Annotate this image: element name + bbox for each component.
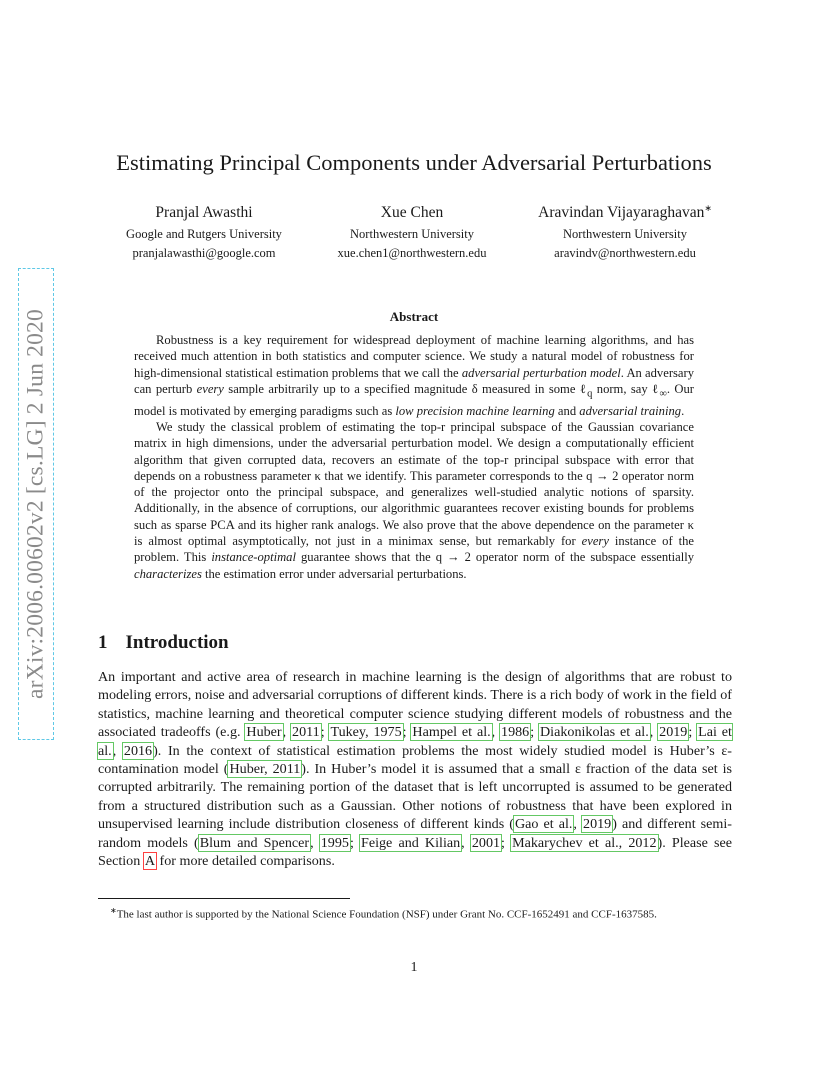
author-email: pranjalawasthi@google.com — [132, 246, 276, 261]
author-block — [104, 198, 304, 263]
author-name: Aravindan Vijayaraghavan∗ — [538, 203, 712, 222]
abstract-paragraph: We study the classical problem of estimating the top-r principal subspace of the Gaussian covariance matrix in high dimensions, under the adversarial perturbation model. We design a computationally efficient algorithm that given corrupted data, recovers an estimate of the top-r principal subspace with error that depends on a robustness parameter κ that we identify. This parameter corresponds to the q → 2 operator norm of the projector onto the principal subspace, and generalizes well-studied analytic notions of sparsity. Additionally, in the absence of corruptions, our algorithmic guarantees recover existing bounds for problems such as sparse PCA and its higher rank analogs. We also prove that the above dependence on the parameter κ is almost optimal asymptotically, not just in a minimax sense, but remarkably for every instance of the problem. This instance-optimal guarantee shows that the q → 2 operator norm of the subspace essentially characterizes the estimation error under adversarial perturbations. — [134, 420, 695, 581]
citation-link[interactable]: Hampel et al. — [412, 724, 491, 741]
page-number: 1 — [410, 960, 418, 975]
section-ref-link[interactable]: A — [144, 853, 155, 870]
intro-paragraph: An important and active area of research in machine learning is the design of algorithms that are robust to modeling errors, noise and adversarial corruptions of different kinds. There is a rich body of work in the field of statistics, machine learning and theoretical computer science studying different models of robustness and the associated tradeoffs (e.g. Huber, 2011; Tukey, 1975; Hampel et al., 1986; Diakonikolas et al., 2019; Lai et al., 2016). In the context of statistical estimation problems the most widely studied model is Huber’s ε-contamination model (Huber, 2011). In Huber’s model it is assumed that a small ε fraction of the data set is corrupted arbitrarily. The remaining portion of the dataset that is left uncorrupted is assumed to be generated from a structured distribution such as a Gaussian. Other notions of robustness that have been explored in unsupervised learning include distribution closeness of different kinds (Gao et al., 2019) and different semi-random models (Blum and Spencer, 1995; Feige and Kilian, 2001; Makarychev et al., 2012). Please see Section A for more detailed comparisons. — [98, 669, 733, 870]
author-block — [312, 198, 512, 263]
author-email: aravindv@northwestern.edu — [554, 246, 696, 261]
section-heading — [98, 632, 229, 654]
author-name: Pranjal Awasthi — [155, 204, 253, 222]
citation-link[interactable]: 2019 — [659, 724, 688, 741]
citation-link[interactable]: 2001 — [471, 834, 501, 851]
author-block — [514, 198, 736, 263]
citation-link[interactable]: Tukey, 1975 — [330, 724, 402, 741]
abstract-paragraph: Robustness is a key requirement for widespread deployment of machine learning algorithms, and has received much attention in both statistics and computer science. We study a natural model of robustness for high-dimensional statistical estimation problems that we call the adversarial perturbation model. An adversary can perturb every sample arbitrarily up to a specified magnitude δ measured in some ℓ$_q$ norm, say ℓ$_\infty$. Our model is motivated by emerging paradigms such as low precision machine learning and adversarial training. — [134, 333, 695, 418]
section-number: 1 — [98, 632, 108, 653]
citation-link[interactable]: Gao et al. — [514, 816, 573, 833]
citation-link[interactable]: 1986 — [501, 724, 530, 741]
citation-link[interactable]: Makarychev et al., 2012 — [512, 834, 657, 851]
citation-link[interactable]: Blum and Spencer — [199, 834, 310, 851]
section-title: Introduction — [125, 632, 229, 653]
citation-link[interactable]: Huber, 2011 — [229, 761, 301, 778]
footnote-marker: ∗ — [110, 906, 117, 915]
author-affiliation: Northwestern University — [350, 227, 474, 242]
author-email: xue.chen1@northwestern.edu — [337, 246, 487, 261]
abstract-heading: Abstract — [389, 309, 439, 324]
footnote-marker: ∗ — [704, 203, 712, 213]
author-affiliation: Google and Rutgers University — [126, 227, 282, 242]
citation-link[interactable]: 2016 — [123, 742, 153, 759]
citation-link[interactable]: Huber — [246, 724, 282, 741]
citation-link[interactable]: Diakonikolas et al. — [540, 724, 649, 741]
author-name: Xue Chen — [380, 204, 444, 222]
paper-title: Estimating Principal Components under Adversarial Perturbations — [116, 150, 712, 175]
footnote-text: The last author is supported by the National Science Foundation (NSF) under Grant No. CCF-1652491 and CCF-1637585. — [116, 908, 657, 921]
footnote — [98, 903, 732, 923]
citation-link[interactable]: Feige and Kilian — [361, 834, 461, 851]
arxiv-stamp-link[interactable] — [18, 268, 54, 740]
citation-link[interactable]: 2011 — [292, 724, 320, 741]
citation-link[interactable]: 1995 — [320, 834, 349, 851]
citation-link[interactable]: Lai et al. — [98, 724, 732, 759]
citation-link[interactable]: 2019 — [583, 816, 612, 833]
footnote-rule — [98, 898, 350, 899]
abstract-body — [134, 332, 694, 582]
author-affiliation: Northwestern University — [563, 227, 687, 242]
arxiv-id: arXiv:2006.00602v2 [cs.LG] 2 Jun 2020 — [22, 309, 49, 699]
